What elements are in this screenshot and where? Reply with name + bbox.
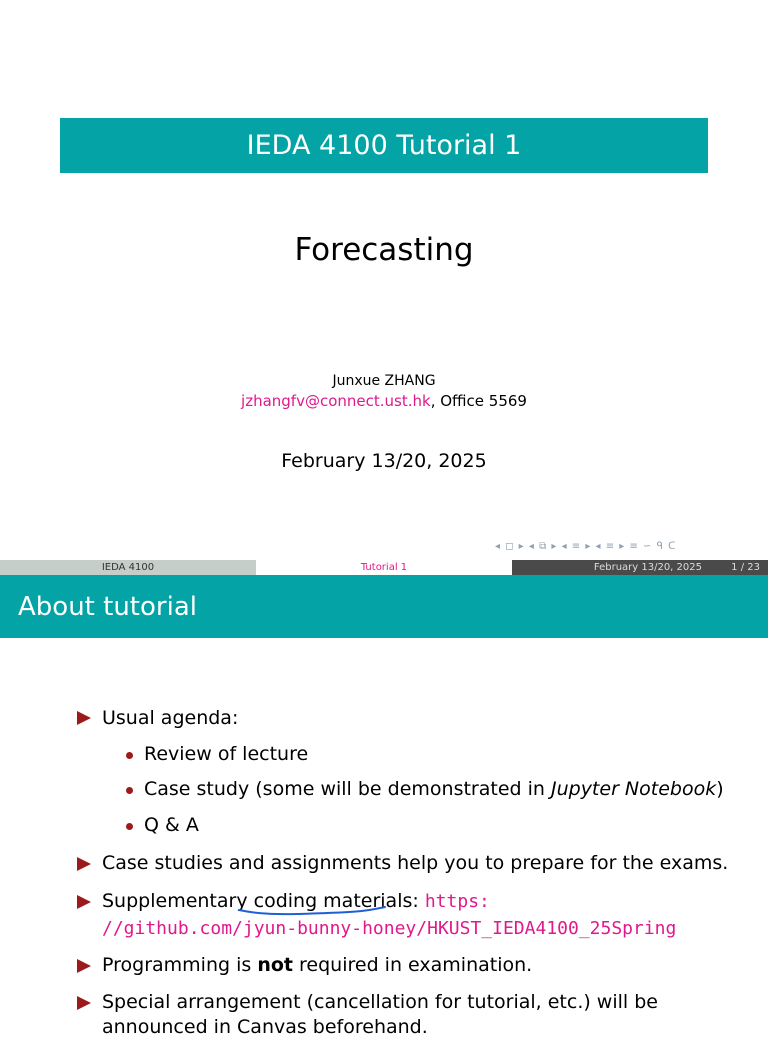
- footer-info: [512, 560, 768, 575]
- footer-page: 1 / 23: [731, 562, 760, 573]
- email-link[interactable]: jzhangfv@connect.ust.hk: [241, 392, 431, 410]
- github-url-part2[interactable]: //github.com/jyun-bunny-honey/HKUST_IEDA4100_25Spring: [102, 918, 677, 939]
- sub-bullet-qa: Q & A: [144, 814, 199, 836]
- bullet-triangle-icon: [77, 959, 91, 973]
- beamer-nav-icons[interactable]: ◂ ◻ ▸ ◂ ⧉ ▸ ◂ ≡ ▸ ◂ ≡ ▸ ≡ ∽ ᑫ ᑕ: [495, 541, 677, 552]
- footer-date: February 13/20, 2025: [593, 562, 702, 573]
- bullet-special-arrangement-line2: announced in Canvas beforehand.: [102, 1016, 428, 1038]
- office-text: , Office 5569: [430, 392, 527, 410]
- sub-bullet-case-study: [144, 778, 724, 800]
- footer-course: IEDA 4100: [0, 560, 256, 575]
- bullet-usual-agenda: Usual agenda:: [102, 707, 239, 729]
- programming-text: Programming is: [102, 954, 258, 976]
- sub-bullet-dot-icon: [126, 787, 133, 794]
- supp-text: Supplementary: [102, 890, 254, 912]
- bullet-special-arrangement: Special arrangement (cancellation for tutorial, etc.) will be: [102, 991, 658, 1013]
- sub-bullet-dot-icon: [126, 823, 133, 830]
- bullet-triangle-icon: [77, 857, 91, 871]
- slide2-title: About tutorial: [18, 591, 197, 622]
- coding-materials-text: coding materials: [253, 890, 413, 912]
- supp-colon: :: [412, 890, 425, 912]
- github-url-part1[interactable]: https:: [424, 891, 490, 912]
- slide-title: IEDA 4100 Tutorial 1: [246, 130, 522, 161]
- contact-line: [0, 392, 768, 410]
- bullet-triangle-icon: [77, 996, 91, 1010]
- footer-bar: [0, 560, 768, 575]
- bullet-triangle-icon: [77, 895, 91, 909]
- jupyter-italic: Jupyter Notebook: [550, 778, 717, 800]
- sub-bullet-dot-icon: [126, 752, 133, 759]
- not-bold: not: [257, 954, 293, 976]
- handwritten-underline-icon: [237, 904, 387, 918]
- title-bar: [60, 118, 708, 173]
- programming-rest: required in examination.: [292, 954, 533, 976]
- slide2-header: [0, 575, 768, 638]
- bullet-case-studies: Case studies and assignments help you to prepare for the exams.: [102, 852, 729, 874]
- author-name: Junxue ZHANG: [332, 373, 436, 389]
- slide-subtitle: Forecasting: [294, 232, 474, 268]
- case-study-close: ): [716, 778, 724, 800]
- bullet-programming: [102, 954, 532, 976]
- footer-title: Tutorial 1: [256, 560, 512, 575]
- case-study-text: Case study (some will be demonstrated in: [144, 778, 551, 800]
- presentation-date: February 13/20, 2025: [281, 450, 487, 472]
- bullet-triangle-icon: [77, 711, 91, 725]
- sub-bullet-review: Review of lecture: [144, 743, 309, 765]
